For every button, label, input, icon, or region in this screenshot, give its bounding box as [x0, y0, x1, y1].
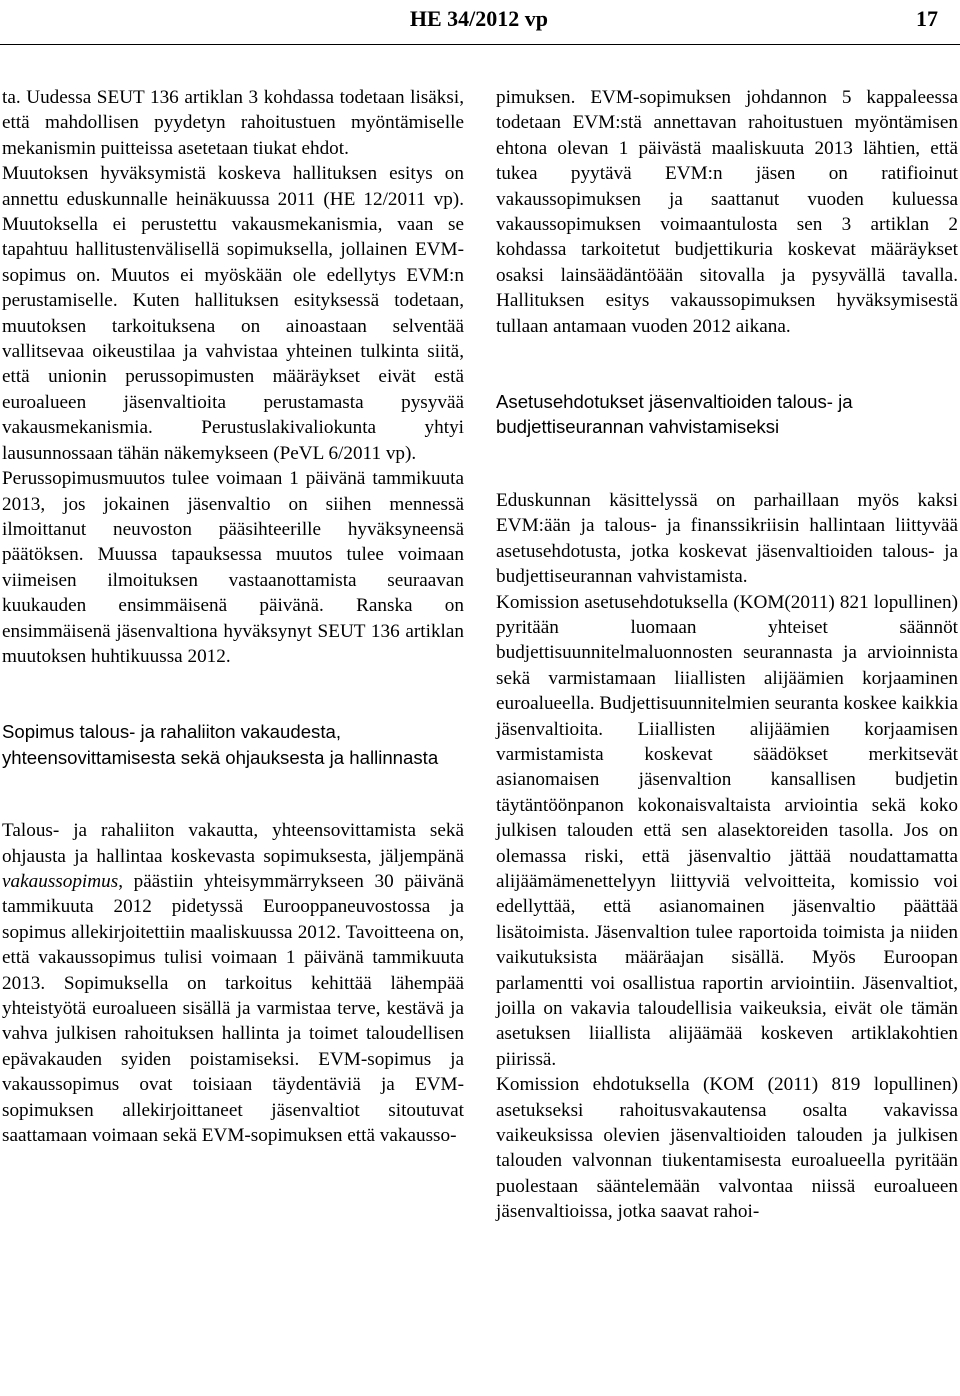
document-id: HE 34/2012 vp — [409, 6, 548, 31]
paragraph — [2, 85, 464, 161]
left-column — [2, 85, 464, 1148]
paragraph — [2, 466, 464, 669]
section-heading: Asetusehdotukset jäsenvaltioiden talous- ja budjettiseurannan vahvistamiseksi — [496, 391, 853, 438]
header-rule — [0, 44, 960, 45]
paragraph-text: Muutoksen hyväksymistä koskeva hallituksen esitys on annettu eduskunnalle heinäkuussa 2011 (HE 12/2011 vp). — [2, 163, 464, 210]
paragraph — [496, 590, 958, 1073]
paragraph — [2, 818, 464, 1148]
paragraph — [2, 161, 464, 466]
paragraph-text: ta. Uudessa SEUT 136 artiklan 3 kohdassa todetaan lisäksi, että mahdollisen pyydetyn rahoitustuen myöntämiselle mekanismin puitteissa asetetaan tiukat ehdot. — [2, 87, 464, 159]
paragraph-text: Muutoksella ei perustettu vakausmekanismia, vaan se tapahtuu hallitustenvälisellä sopimuksella, jollainen EVM-sopimus on. — [2, 214, 464, 286]
page-header — [0, 6, 960, 36]
emphasized-term: vakaussopimus — [2, 870, 119, 892]
section-heading: Sopimus talous- ja rahaliiton vakaudesta, yhteensovittamisesta sekä ohjauksesta ja hallinnasta — [2, 721, 439, 768]
right-column — [496, 85, 958, 1225]
paragraph — [496, 85, 958, 339]
spacer — [496, 440, 958, 488]
page-number: 17 — [916, 6, 938, 31]
spacer — [2, 770, 464, 818]
paragraph-text: Komission ehdotuksella (KOM (2011) 819 lopullinen) asetukseksi rahoitusvakautensa osalta vakavissa vaikeuksissa olevien jäsenvaltioiden talouden ja julkisen talouden valvonnan tiukentamisesta euroalueella pyritään puolestaan sääntelemään valvontaa niissä euroalueen jäsenvaltioissa, jotka saavat rahoi- — [496, 1074, 958, 1223]
spacer — [2, 669, 464, 719]
paragraph-text: Perussopimusmuutos tulee voimaan 1 päivänä tammikuuta 2013, jos jokainen jäsenvaltio on siihen mennessä ilmoittanut neuvoston pääsihteerille hyväksyneensä päätöksen. Muussa tapauksessa muutos tulee voimaan viimeisen ilmoituksen vastaanottamista seuraavan kuukauden ensimmäisenä päivänä. Ranska on ensimmäisenä jäsenvaltiona hyväksynyt SEUT 136 artiklan muutoksen huhtikuussa 2012. — [2, 468, 464, 667]
paragraph-text: Kuten hallituksen esityksessä todetaan, muutoksen tarkoituksena on ainoastaan selventää vallitsevaa oikeustilaa ja vahvistaa yhteinen tulkinta siitä, että unionin perussopimusten määräykset eivät estä euroalueen jäsenvaltioita perustamasta pysyvää vakausmekanismia. — [2, 290, 464, 439]
paragraph-text: Muutos ei myöskään ole edellytys EVM:n perustamiselle. — [2, 264, 464, 312]
paragraph-text: pimuksen. EVM-sopimuksen johdannon 5 kappaleessa todetaan EVM:stä annettavan rahoitustuen myöntämisen ehtona olevan 1 päivästä maaliskuuta 2013 lähtien, että tukea pyytävä EVM:n jäsen on ratifioinut vakaussopimuksen ja saattanut vuoden kuluessa vakaussopimuksen voimaantulosta sen 3 artiklan 2 kohdassa tarkoitetut budjettikuria koskevat määräykset osaksi lainsäädäntöään sitovalla ja pysyvällä tavalla. Hallituksen esitys vakaussopimuksen hyväksymisestä tullaan antamaan vuoden 2012 aikana. — [496, 87, 958, 337]
paragraph-text: Komission asetusehdotuksella (KOM(2011) 821 lopullinen) pyritään luomaan yhteiset säännöt budjettisuunnitelmaluonnosten seurannasta ja arvioinnista sekä varmistamaan liiallisten alijäämien korjaaminen euroalueella. Budjettisuunnitelmien seuranta koskee kaikkia jäsenvaltioita. Liiallisten alijäämien korjaamisen varmistamista koskevat säädökset merkitsevät asianomaisen jäsenvaltion kansallisen budjetin täytäntöönpanon kokonaisvaltaista arviointia sekä koko julkisen talouden että sen alasektoreiden tasolla. Jos on olemassa riski, että jäsenvaltio jättää noudattamatta alijäämämenettelyyn liittyviä velvoitteita, komissio voi edellyttää, että asianomainen jäsenvaltio päättää lisätoimista. Jäsenvaltion tulee raportoida toimista ja niiden vaikutuksista määräajan sisällä. Myös Euroopan parlamentti voi osallistua raportin arviointiin. Jäsenvaltiot, joilla on vakavia taloudellisia vaikeuksia, eivät ole tämän asetuksen liiallista alijäämää koskeven artiklakohtien piirissä. — [496, 591, 958, 1070]
paragraph — [496, 1072, 958, 1224]
paragraph-text: Perustuslakivaliokunta yhtyi lausunnossaan tähän näkemykseen (PeVL 6/2011 vp). — [2, 417, 464, 464]
paragraph-text: Eduskunnan käsittelyssä on parhaillaan myös kaksi EVM:ään ja talous- ja finanssikriisin hallintaan liittyvää asetusehdotusta, jotka koskevat jäsenvaltioiden talous- ja budjettiseurannan vahvistamista. — [496, 489, 958, 588]
paragraph-text: , päästiin yhteisymmärrykseen 30 päivänä tammikuuta 2012 pidetyssä Eurooppaneuvostossa ja sopimus allekirjoitettiin maaliskuussa 2012. Tavoitteena on, että vakaussopimus tulisi voimaan 1 päivänä tammikuuta 2013. Sopimuksella on tarkoitus kehittää lähempää yhteistyötä euroalueen sisällä ja varmistaa terve, kestävä ja vahva julkisen rahoituksen hallinta ja toimet taloudellisen epävakauden syiden poistamiseksi. EVM-sopimus ja vakaussopimus ovat toisiaan täydentäviä ja EVM-sopimuksen allekirjoittaneet jäsenvaltiot sitoutuvat saattamaan voimaan sekä EVM-sopimuksen että vakausso- — [2, 870, 464, 1147]
paragraph-text: Talous- ja rahaliiton vakautta, yhteensovittamista sekä ohjausta ja hallintaa koskevasta sopimuksesta, jäljempänä — [2, 820, 464, 867]
spacer — [496, 339, 958, 389]
paragraph — [496, 488, 958, 590]
